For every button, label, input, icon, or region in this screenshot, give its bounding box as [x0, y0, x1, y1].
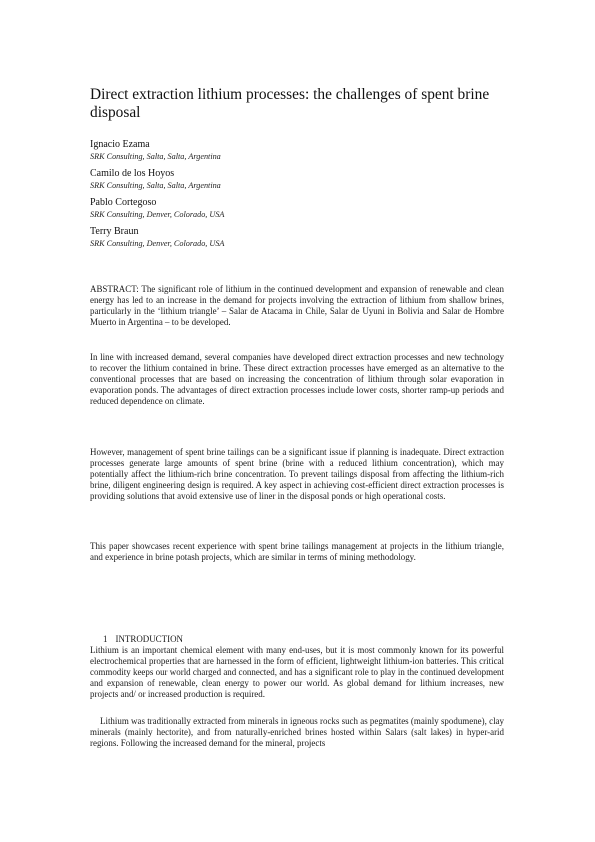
author-affiliation: SRK Consulting, Denver, Colorado, USA	[90, 239, 225, 248]
paper-title: Direct extraction lithium processes: the challenges of spent brine disposal	[90, 86, 490, 121]
author-affiliation: SRK Consulting, Salta, Salta, Argentina	[90, 152, 221, 161]
body-paragraph: Lithium is an important chemical element with many end-uses, but it is most commonly known for its powerful electrochemical properties that are harnessed in the form of efficient, lightweight lithium-ion batteries. This critical commodity keeps our world charged and connected, and has a significant role to play in the continued development and expansion of renewable, clean energy to power our world. As global demand for lithium increases, new projects and/ or increased production is required.	[90, 645, 504, 699]
abstract-paragraph: This paper showcases recent experience with spent brine tailings management at projects in the lithium triangle, and experience in brine potash projects, which are similar in terms of mining methodology.	[90, 541, 504, 562]
author-block	[90, 197, 490, 220]
section-heading	[103, 634, 183, 645]
body-paragraph: Lithium was traditionally extracted from minerals in igneous rocks such as pegmatites (mainly spodumene), clay minerals (mainly hectorite), and from naturally-enriched brines hosted within Salars (salt lakes) in hyper-arid regions. Following the increased demand for the mineral, projects	[90, 716, 504, 748]
author-affiliation: SRK Consulting, Salta, Salta, Argentina	[90, 181, 221, 190]
section-title: INTRODUCTION	[115, 634, 183, 644]
author-name: Terry Braun	[90, 226, 139, 237]
author-block	[90, 139, 490, 162]
section-number: 1	[103, 634, 108, 644]
abstract-paragraph: In line with increased demand, several companies have developed direct extraction processes and new technology to recover the lithium contained in brine. These direct extraction processes have emerged as an alternative to the conventional processes that are based on increasing the concentration of lithium through solar evaporation in evaporation ponds. The advantages of direct extraction processes include lower costs, shorter ramp-up periods and reduced dependence on climate.	[90, 352, 504, 406]
author-name: Pablo Cortegoso	[90, 197, 157, 208]
abstract-paragraph: ABSTRACT: The significant role of lithium in the continued development and expansion of renewable and clean energy has led to an increase in the demand for projects involving the extraction of lithium from shallow brines, particularly in the ‘lithium triangle’ – Salar de Atacama in Chile, Salar de Uyuni in Bolivia and Salar de Hombre Muerto in Argentina – to be developed.	[90, 284, 504, 327]
abstract-paragraph: However, management of spent brine tailings can be a significant issue if planning is inadequate. Direct extraction processes generate large amounts of spent brine (brine with a reduced lithium concentration), which may potentially affect the lithium-rich brine concentration. To prevent tailings disposal from affecting the lithium-rich brine, diligent engineering design is required. A key aspect in achieving cost-efficient direct extraction processes is providing solutions that avoid extensive use of liner in the disposal ponds or high operational costs.	[90, 447, 504, 501]
author-name: Ignacio Ezama	[90, 139, 150, 150]
author-affiliation: SRK Consulting, Denver, Colorado, USA	[90, 210, 225, 219]
author-block	[90, 226, 490, 249]
author-name: Camilo de los Hoyos	[90, 168, 175, 179]
author-block	[90, 168, 490, 191]
